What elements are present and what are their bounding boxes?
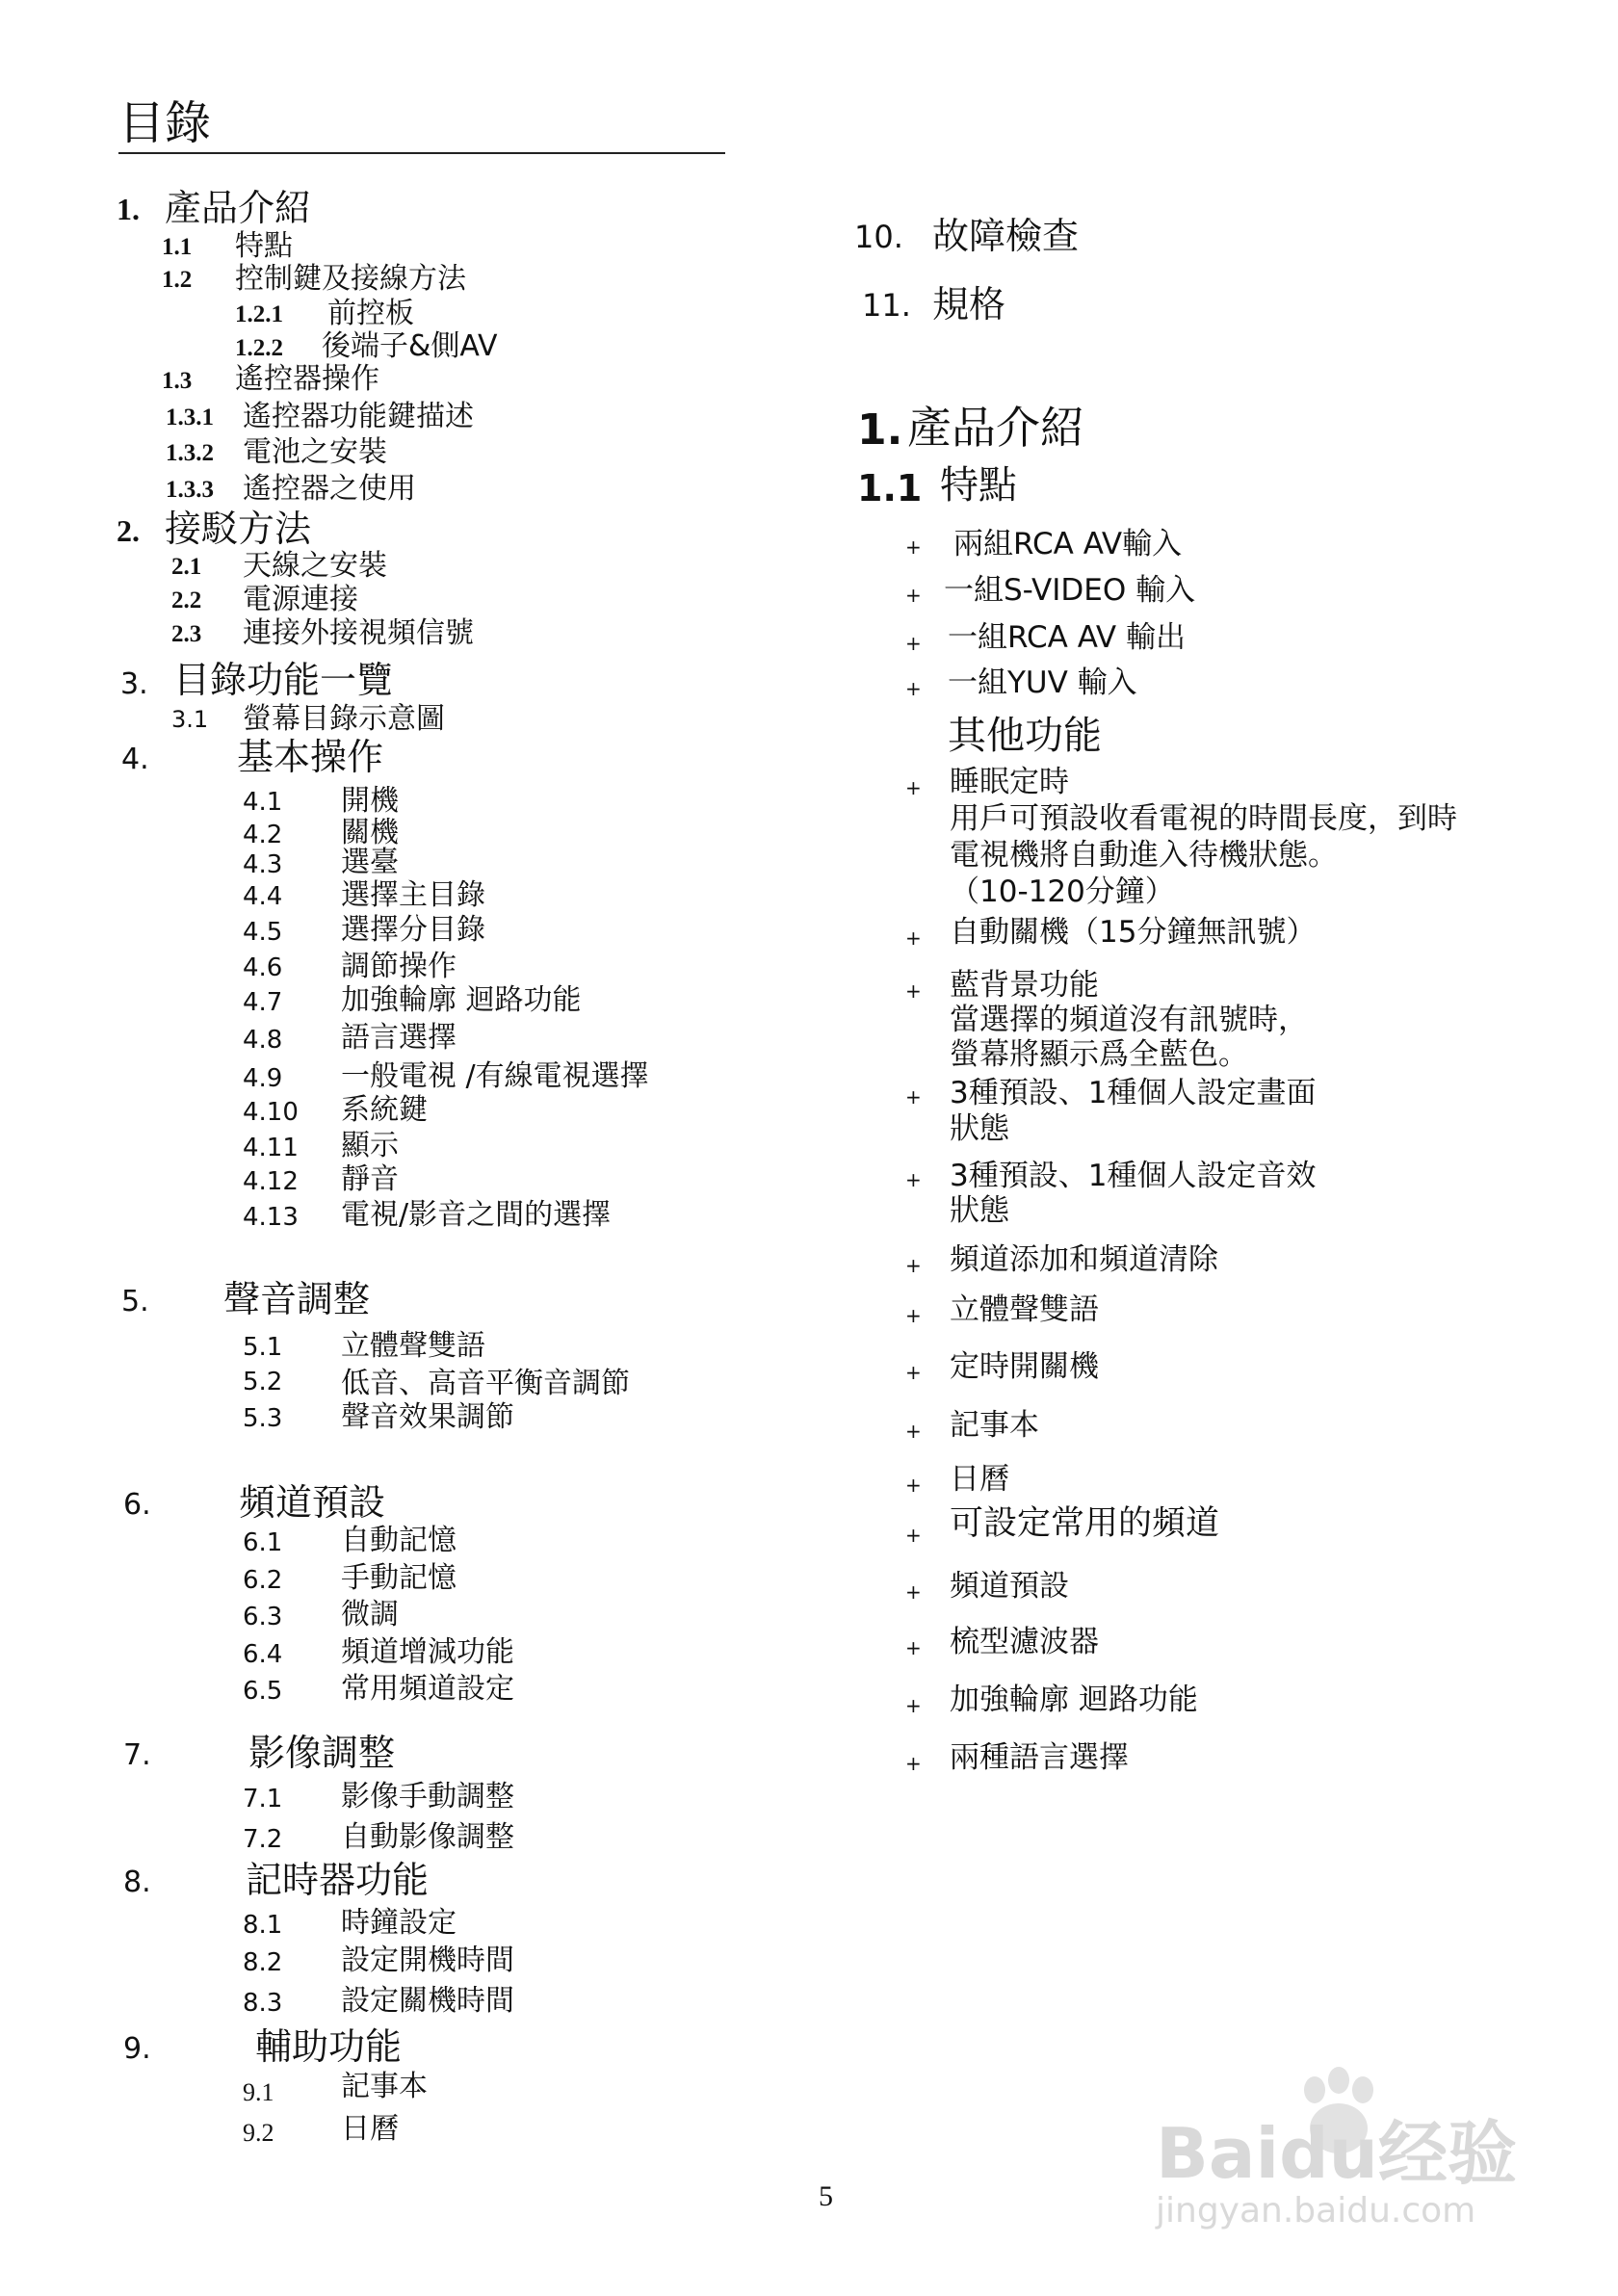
bullet-icon: + (905, 979, 922, 1003)
feature-title: 梳型濾波器 (950, 1625, 1099, 1659)
bullet-icon: + (905, 632, 922, 655)
toc-num: 2.3 (171, 621, 202, 647)
toc-num: 4.3 (243, 850, 283, 879)
toc-num: 7.1 (243, 1785, 283, 1813)
toc-label: 選擇主目錄 (341, 878, 485, 912)
toc-num: 5. (121, 1285, 149, 1318)
toc-label: 特點 (235, 229, 293, 263)
bullet-icon: + (905, 1474, 922, 1497)
toc-num: 1.2 (162, 267, 193, 293)
feature-title: 可設定常用的頻道 (950, 1504, 1220, 1543)
input-item: 一組S-VIDEO 輸入 (944, 573, 1196, 608)
other-features-heading: 其他功能 (948, 714, 1102, 758)
feature-title: 頻道預設 (950, 1569, 1069, 1604)
toc-label: 影像手動調整 (341, 1780, 514, 1813)
toc-label: 接駁方法 (165, 508, 312, 550)
toc-label: 低音、高音平衡音調節 (341, 1367, 630, 1400)
toc-num: 5.2 (243, 1368, 283, 1396)
input-item: 一組YUV 輸入 (948, 665, 1137, 700)
toc-label: 調節操作 (341, 950, 457, 983)
toc-label: 選擇分目錄 (341, 913, 485, 947)
toc-label: 前控板 (327, 297, 414, 330)
toc-num: 10. (854, 219, 903, 255)
toc-num: 1.3.2 (166, 440, 214, 466)
bullet-icon: + (905, 1524, 922, 1547)
toc-label: 系統鍵 (341, 1093, 428, 1127)
toc-label: 控制鍵及接線方法 (235, 262, 466, 296)
toc-num: 4.9 (243, 1064, 283, 1093)
feature-desc: 當選擇的頻道沒有訊號時， (950, 1003, 1308, 1037)
input-item: 一組RCA AV 輸出 (948, 620, 1186, 655)
toc-num: 6.4 (243, 1640, 283, 1669)
toc-label: 電視/影音之間的選擇 (341, 1198, 612, 1232)
toc-label: 關機 (341, 816, 399, 849)
toc-num: 4.2 (243, 821, 283, 849)
page-number: 5 (819, 2180, 833, 2212)
feature-title: 日曆 (950, 1462, 1009, 1497)
feature-title: 加強輪廓 迴路功能 (950, 1683, 1198, 1717)
watermark-url: jingyan.baidu.com (1156, 2191, 1476, 2231)
feature-title: 3種預設、1種個人設定音效 (950, 1159, 1317, 1193)
feature-title: 自動關機（15分鐘無訊號） (950, 915, 1317, 950)
bullet-icon: + (905, 535, 922, 559)
toc-num: 1. (117, 192, 140, 226)
toc-num: 6.2 (243, 1566, 283, 1595)
toc-num: 1.3 (162, 368, 193, 394)
toc-num: 6.5 (243, 1677, 283, 1706)
feature-desc: 用戶可預設收看電視的時間長度，到時 (950, 801, 1457, 836)
toc-label: 目錄功能一覽 (173, 659, 394, 701)
toc-num: 7. (123, 1738, 151, 1772)
toc-num: 11. (862, 287, 911, 324)
toc-num: 4.6 (243, 953, 283, 982)
feature-desc: （10-120分鐘） (950, 874, 1175, 909)
toc-num: 8.1 (243, 1911, 283, 1940)
toc-num: 8. (123, 1866, 151, 1899)
toc-label: 時鐘設定 (341, 1906, 457, 1940)
toc-num: 2. (117, 513, 140, 548)
toc-label: 螢幕目錄示意圖 (243, 702, 445, 736)
toc-num: 8.2 (243, 1948, 283, 1977)
bullet-icon: + (905, 1361, 922, 1384)
bullet-icon: + (905, 677, 922, 700)
feature-title: 記事本 (950, 1408, 1039, 1443)
toc-label: 聲音效果調節 (341, 1400, 514, 1434)
toc-label: 顯示 (341, 1129, 399, 1162)
toc-label: 產品介紹 (165, 187, 312, 229)
toc-label: 遙控器之使用 (243, 472, 416, 506)
toc-label: 自動記憶 (341, 1524, 457, 1557)
toc-label: 加強輪廓 迴路功能 (341, 983, 582, 1017)
toc-num: 3.1 (171, 706, 209, 733)
bullet-icon: + (905, 1636, 922, 1659)
toc-num: 4.10 (243, 1098, 299, 1127)
bullet-icon: + (905, 1304, 922, 1327)
bullet-icon: + (905, 926, 922, 950)
toc-num: 1.2.1 (235, 301, 283, 327)
feature-title: 藍背景功能 (950, 968, 1099, 1003)
toc-num: 4.11 (243, 1134, 299, 1162)
feature-title: 睡眠定時 (950, 765, 1069, 799)
toc-label: 遙控器功能鍵描述 (243, 400, 474, 433)
toc-num: 4.12 (243, 1167, 299, 1196)
feature-desc: 螢幕將顯示爲全藍色。 (950, 1037, 1248, 1072)
toc-label: 後端子&側AV (322, 329, 498, 363)
toc-num: 1.2.2 (235, 335, 283, 361)
toc-label: 語言選擇 (341, 1021, 457, 1055)
toc-label: 記時器功能 (246, 1859, 430, 1901)
toc-label: 一般電視 /有線電視選擇 (341, 1059, 649, 1093)
toc-num: 2.2 (171, 587, 202, 613)
toc-num: 4. (121, 743, 149, 776)
bullet-icon: + (905, 1752, 922, 1775)
bullet-icon: + (905, 584, 922, 607)
toc-num: 4.13 (243, 1203, 299, 1232)
toc-num: 4.5 (243, 918, 283, 947)
feature-title: 立體聲雙語 (950, 1292, 1099, 1327)
toc-num: 7.2 (243, 1825, 283, 1854)
bullet-icon: + (905, 1694, 922, 1717)
toc-num: 1.3.1 (166, 404, 214, 430)
toc-label: 電池之安裝 (243, 435, 387, 469)
toc-label: 天線之安裝 (243, 549, 387, 583)
toc-label: 影像調整 (248, 1732, 396, 1774)
toc-label: 自動影像調整 (341, 1820, 514, 1854)
toc-label: 遙控器操作 (235, 362, 379, 396)
toc-label: 規格 (932, 283, 1006, 326)
toc-label: 輔助功能 (255, 2025, 403, 2068)
bullet-icon: + (905, 776, 922, 799)
feature-desc: 電視機將自動進入待機狀態。 (950, 838, 1338, 873)
toc-label: 微調 (341, 1598, 399, 1631)
toc-num: 4.4 (243, 882, 283, 911)
toc-label: 連接外接視頻信號 (243, 616, 474, 650)
bullet-icon: + (905, 1254, 922, 1277)
toc-num: 9. (123, 2032, 151, 2066)
toc-label: 手動記憶 (341, 1561, 457, 1595)
toc-label: 基本操作 (237, 736, 384, 778)
toc-label: 選臺 (341, 846, 399, 879)
toc-label: 記事本 (341, 2070, 428, 2103)
toc-num: 3. (120, 667, 148, 701)
subsection-number: 1.1 (857, 467, 923, 509)
bullet-icon: + (905, 1168, 922, 1191)
toc-num: 6.3 (243, 1603, 283, 1631)
feature-title: 頻道添加和頻道清除 (950, 1242, 1218, 1277)
input-item: 兩組RCA AV輸入 (953, 527, 1183, 561)
toc-num: 1.1 (162, 234, 193, 260)
toc-label: 設定開機時間 (341, 1944, 514, 1977)
section-number: 1. (857, 405, 903, 455)
toc-label: 故障檢查 (932, 215, 1080, 257)
toc-label: 頻道預設 (239, 1481, 386, 1524)
toc-num: 4.7 (243, 988, 283, 1017)
toc-num: 9.2 (243, 2119, 274, 2147)
bullet-icon: + (905, 1420, 922, 1443)
toc-num: 5.3 (243, 1404, 283, 1433)
section-title: 產品介紹 (907, 402, 1084, 454)
toc-label: 開機 (341, 784, 399, 818)
toc-label: 靜音 (341, 1162, 399, 1196)
toc-label: 日曆 (341, 2112, 399, 2146)
toc-num: 1.3.3 (166, 477, 214, 503)
toc-num: 5.1 (243, 1333, 283, 1362)
toc-num: 9.1 (243, 2078, 274, 2106)
feature-title: 3種預設、1種個人設定畫面 (950, 1076, 1317, 1110)
watermark-brand: Baidu经验 (1156, 2113, 1517, 2194)
feature-desc: 狀態 (950, 1111, 1009, 1146)
bullet-icon: + (905, 1580, 922, 1604)
title-rule (118, 152, 725, 154)
subsection-title: 特點 (940, 463, 1017, 508)
toc-label: 設定關機時間 (341, 1984, 514, 2018)
toc-num: 2.1 (171, 554, 202, 580)
feature-title: 兩種語言選擇 (950, 1740, 1129, 1775)
toc-num: 8.3 (243, 1989, 283, 2018)
bullet-icon: + (905, 1085, 922, 1109)
toc-num: 4.1 (243, 788, 283, 817)
toc-num: 6.1 (243, 1528, 283, 1557)
toc-title: 目錄 (118, 96, 212, 150)
toc-label: 聲音調整 (223, 1278, 371, 1320)
feature-title: 定時開關機 (950, 1349, 1099, 1384)
toc-num: 6. (123, 1488, 151, 1522)
toc-label: 電源連接 (243, 583, 358, 616)
toc-label: 常用頻道設定 (341, 1672, 514, 1706)
toc-label: 立體聲雙語 (341, 1329, 485, 1363)
toc-label: 頻道增減功能 (341, 1635, 514, 1669)
toc-num: 4.8 (243, 1026, 283, 1055)
feature-desc: 狀態 (950, 1193, 1009, 1228)
